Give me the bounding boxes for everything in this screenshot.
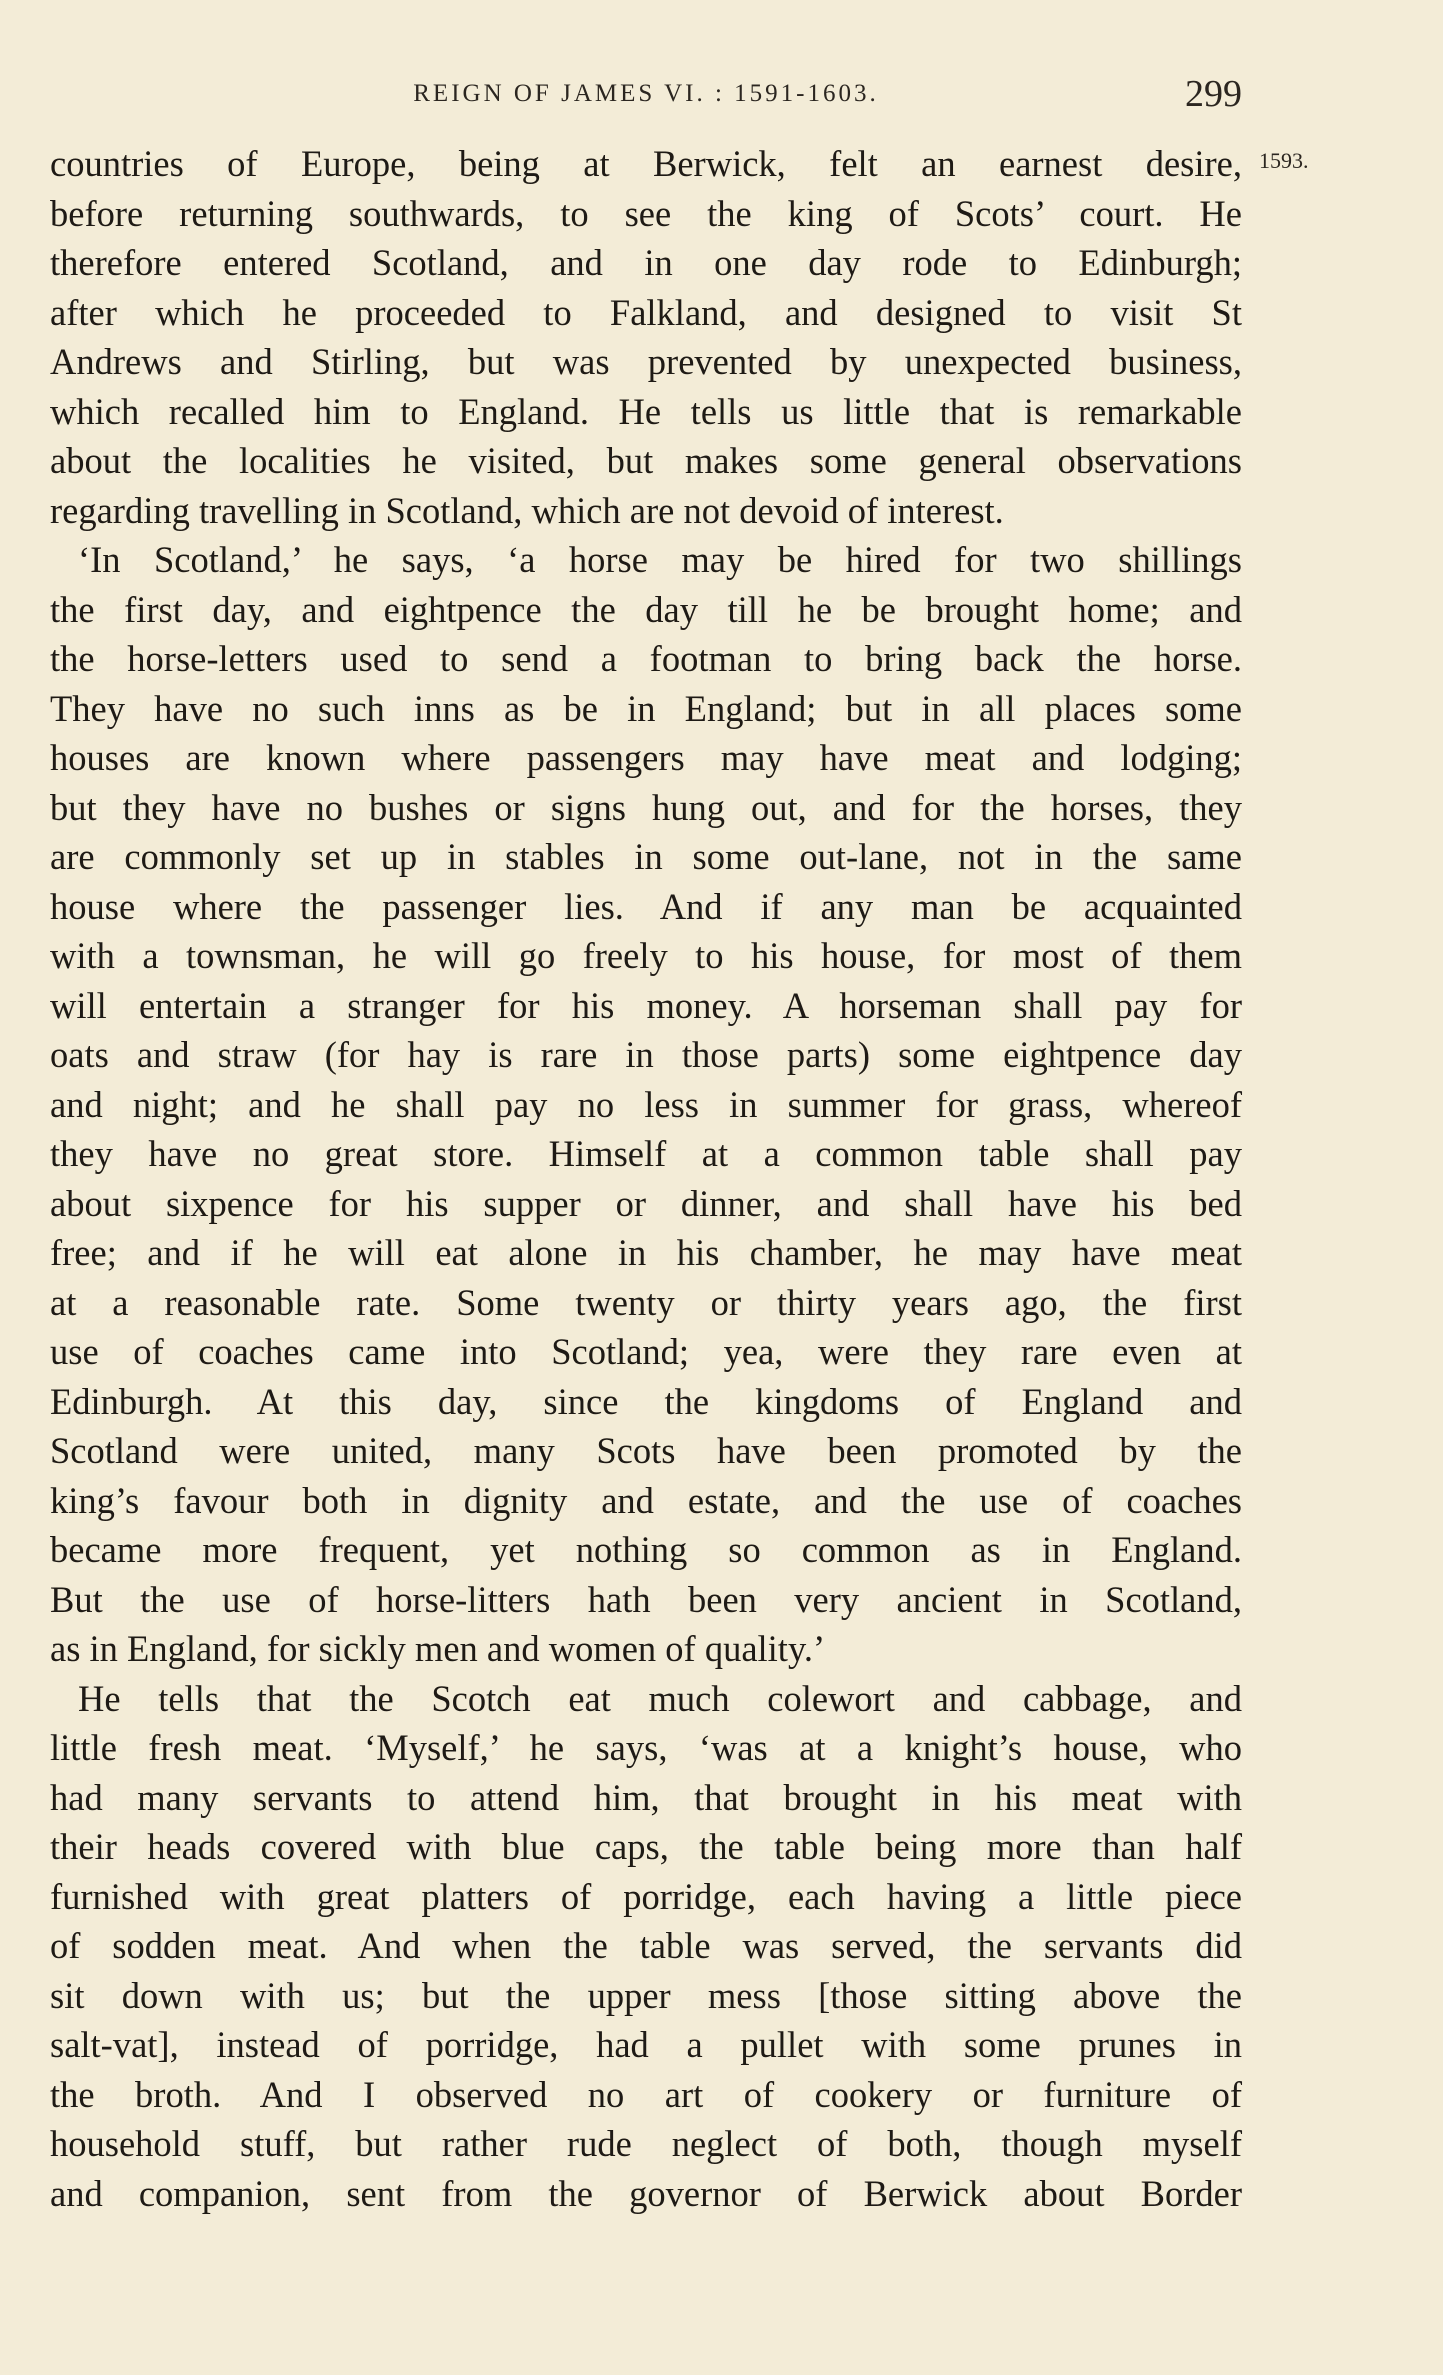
text-line: the horse-letters used to send a footman to bring back the horse. [50, 638, 1242, 679]
text-line: free; and if he will eat alone in his chamber, he may have meat [50, 1232, 1242, 1273]
text-line: therefore entered Scotland, and in one day rode to Edinburgh; [50, 242, 1242, 283]
text-line: oats and straw (for hay is rare in those parts) some eightpence day [50, 1034, 1242, 1075]
page-header [50, 72, 1242, 116]
text-line: household stuff, but rather rude neglect of both, though myself [50, 2123, 1242, 2164]
text-line: at a reasonable rate. Some twenty or thirty years ago, the first [50, 1281, 1242, 1323]
text-line: They have no such inns as be in England; but in all places some [50, 687, 1242, 729]
text-line: regarding travelling in Scotland, which are not devoid of interest. [50, 489, 1004, 531]
text-line: after which he proceeded to Falkland, and designed to visit St [50, 291, 1242, 333]
text-line: sit down with us; but the upper mess [those sitting above the [50, 1974, 1242, 2016]
text-line: little fresh meat. ‘Myself,’ he says, ‘was at a knight’s house, who [50, 1727, 1242, 1768]
text-line: But the use of horse-litters hath been very ancient in Scotland, [50, 1578, 1242, 1620]
running-head: REIGN OF JAMES VI. : 1591-1603. [413, 80, 879, 107]
text-line: before returning southwards, to see the king of Scots’ court. He [50, 192, 1242, 234]
text-line: are commonly set up in stables in some out-lane, not in the same [50, 836, 1242, 877]
text-line: about sixpence for his supper or dinner, and shall have his bed [50, 1182, 1242, 1224]
text-line: the broth. And I observed no art of cookery or furniture of [50, 2073, 1242, 2115]
margin-year-note: 1593. [1259, 148, 1309, 173]
text-line: became more frequent, yet nothing so common as in England. [50, 1529, 1242, 1570]
text-line: salt-vat], instead of porridge, had a pullet with some prunes in [50, 2024, 1242, 2065]
text-line: which recalled him to England. He tells us little that is remarkable [50, 390, 1242, 432]
body-text [50, 139, 1242, 2218]
text-line: furnished with great platters of porridge, each having a little piece [50, 1875, 1242, 1917]
text-line: Scotland were united, many Scots have been promoted by the [50, 1430, 1242, 1471]
text-line: and companion, sent from the governor of Berwick about Border [50, 2172, 1242, 2214]
text-line: had many servants to attend him, that brought in his meat with [50, 1776, 1242, 1818]
text-line: the first day, and eightpence the day till he be brought home; and [50, 588, 1242, 630]
text-line: and night; and he shall pay no less in summer for grass, whereof [50, 1083, 1242, 1125]
text-line: with a townsman, he will go freely to his house, for most of them [50, 935, 1242, 976]
text-line: Edinburgh. At this day, since the kingdoms of England and [50, 1380, 1242, 1422]
text-line: about the localities he visited, but makes some general observations [50, 440, 1242, 481]
text-line: of sodden meat. And when the table was served, the servants did [50, 1925, 1242, 1966]
page-number: 299 [1185, 73, 1242, 115]
text-line: they have no great store. Himself at a common table shall pay [50, 1133, 1242, 1174]
text-line: but they have no bushes or signs hung out, and for the horses, they [50, 786, 1242, 828]
text-line: use of coaches came into Scotland; yea, were they rare even at [50, 1331, 1242, 1372]
text-line: house where the passenger lies. And if any man be acquainted [50, 885, 1242, 927]
text-line: ‘In Scotland,’ he says, ‘a horse may be hired for two shillings [78, 539, 1242, 580]
text-line: their heads covered with blue caps, the table being more than half [50, 1826, 1242, 1867]
text-line: king’s favour both in dignity and estate, and the use of coaches [50, 1479, 1242, 1521]
text-line: houses are known where passengers may have meat and lodging; [50, 737, 1242, 778]
text-line: Andrews and Stirling, but was prevented by unexpected business, [50, 341, 1242, 382]
text-line: countries of Europe, being at Berwick, felt an earnest desire, [50, 143, 1242, 184]
text-line: as in England, for sickly men and women of quality.’ [50, 1628, 826, 1669]
text-line: will entertain a stranger for his money. A horseman shall pay for [50, 984, 1242, 1026]
text-line: He tells that the Scotch eat much colewort and cabbage, and [78, 1677, 1242, 1719]
